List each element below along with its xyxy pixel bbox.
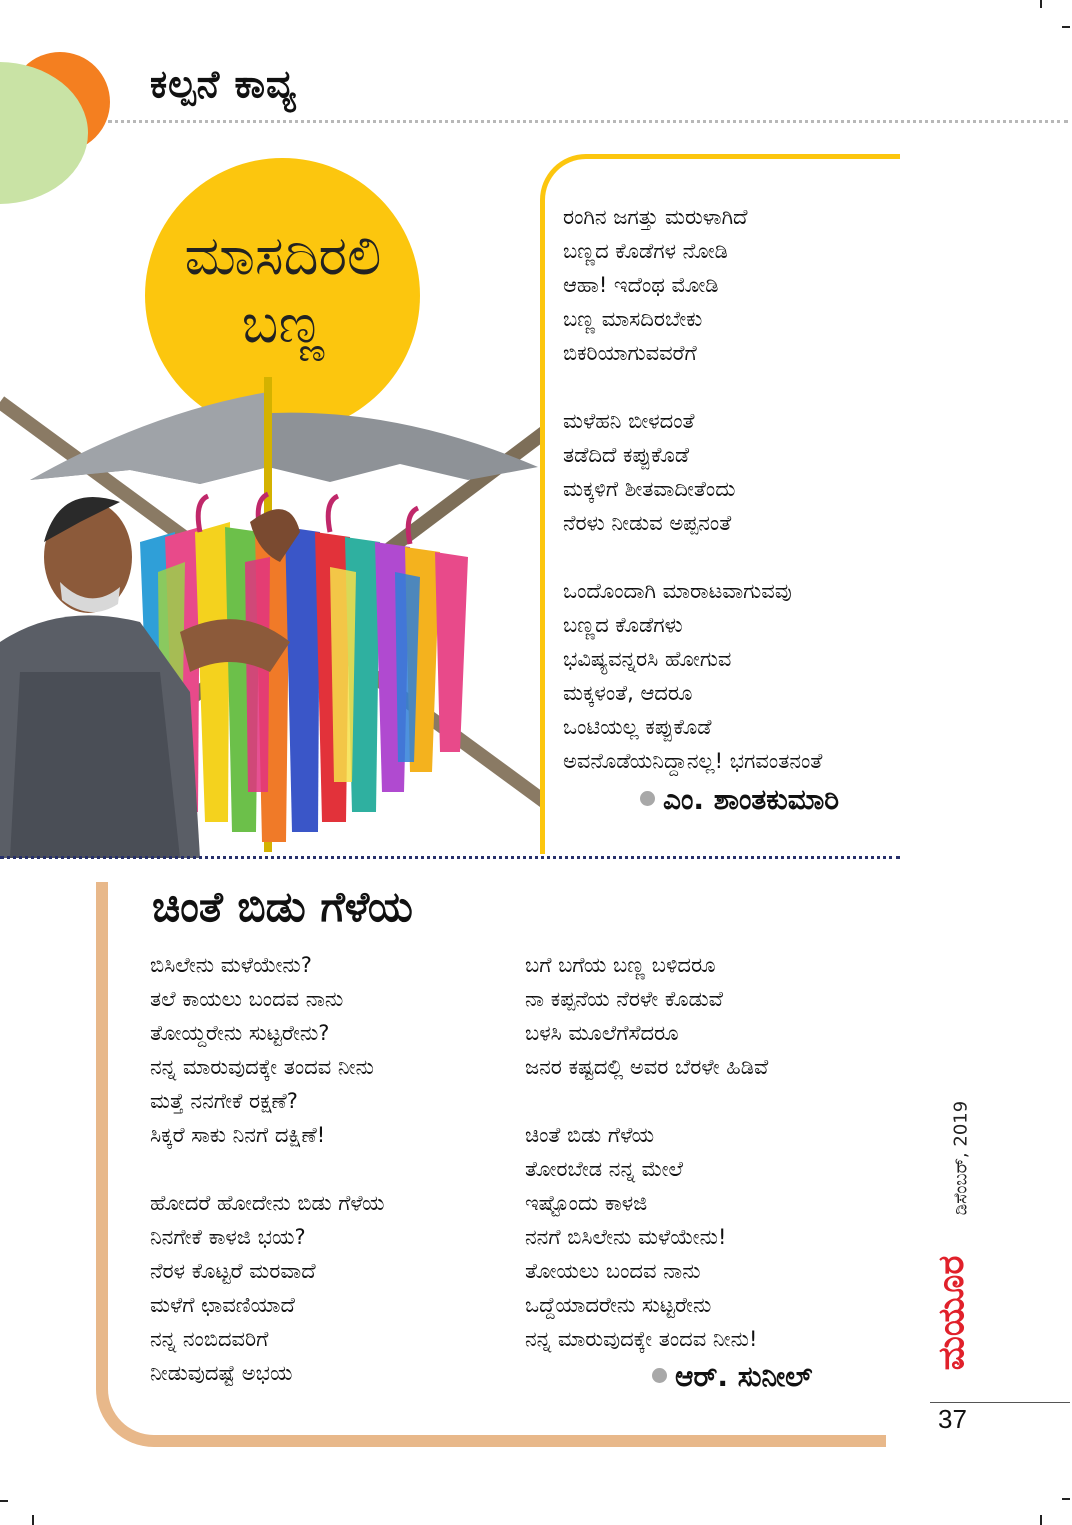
poem-line: ಬಗೆ ಬಗೆಯ ಬಣ್ಣ ಬಳಿದರೂ: [525, 953, 716, 977]
poem-line: ಬಣ್ಣ ಮಾಸದಿರಬೇಕು: [563, 307, 703, 331]
poem-line: ಮಳೆಹನಿ ಬೀಳದಂತೆ: [563, 409, 695, 433]
issue-date: [948, 1088, 974, 1228]
bullet-dot-icon: [640, 791, 655, 806]
poem2-stanza: [525, 1118, 885, 1356]
poem-line: ನೆರಳ ಕೊಟ್ಟರೆ ಮರವಾದೆ: [150, 1259, 316, 1283]
poem-line: ಭವಿಷ್ಯವನ್ನರಸಿ ಹೋಗುವ: [563, 647, 732, 671]
poem-line: ಮತ್ತೆ ನನಗೇಕೆ ರಕ್ಷಣೆ?: [150, 1089, 298, 1113]
poem1-stanza: [563, 574, 903, 778]
poem1-stanza: [563, 200, 903, 370]
poem2-stanza: [150, 1186, 510, 1390]
poem-line: ಇಷ್ಟೊಂದು ಕಾಳಜಿ: [525, 1191, 648, 1215]
poem2-column-left: [150, 948, 510, 1390]
poem1-stanza: [563, 404, 903, 540]
poem-line: ಬಿಸಿಲೇನು ಮಳೆಯೇನು?: [150, 953, 312, 977]
poem2-stanza: [525, 948, 885, 1084]
poem-line: ನನ್ನ ಮಾರುವುದಕ್ಕೇ ತಂದವ ನೀನು: [150, 1055, 374, 1079]
poem-line: ನೀಡುವುದಷ್ಟೆ ಅಭಯ: [150, 1361, 293, 1385]
poem-line: ನಾ ಕಪ್ಪನೆಯ ನೆರಳೇ ಕೊಡುವೆ: [525, 987, 723, 1011]
poem2-stanza: [150, 948, 510, 1152]
poem-line: ಚಿಂತೆ ಬಿಡು ಗೆಳೆಯ: [525, 1123, 655, 1147]
poem-line: ತೋಯ್ದರೇನು ಸುಟ್ಟರೇನು?: [150, 1021, 330, 1045]
crop-mark: [1062, 26, 1070, 28]
poem-line: ಬಿಕರಿಯಾಗುವವರೆಗೆ: [563, 341, 697, 365]
poem-line: ನನಗೆ ಬಿಸಿಲೇನು ಮಳೆಯೇನು!: [525, 1225, 727, 1249]
crop-mark: [1040, 1515, 1042, 1525]
poem-line: ಒಂಟಿಯಲ್ಲ ಕಪ್ಪುಕೊಡೆ: [563, 715, 712, 739]
poem2-author-name: ಆರ್. ಸುನೀಲ್: [675, 1360, 813, 1393]
crop-mark: [0, 1500, 8, 1502]
section-divider: [0, 856, 900, 859]
bullet-dot-icon: [652, 1368, 667, 1383]
poem2-author: [652, 1360, 812, 1394]
poem-line: ನನ್ನ ಮಾರುವುದಕ್ಕೇ ತಂದವ ನೀನು!: [525, 1327, 758, 1351]
poem-line: ಜನರ ಕಷ್ಟದಲ್ಲಿ ಅವರ ಬೆರಳೇ ಹಿಡಿವೆ: [525, 1055, 769, 1079]
poem-line: ನೆರಳು ನೀಡುವ ಅಪ್ಪನಂತೆ: [563, 511, 732, 535]
poem-line: ಬಳಸಿ ಮೂಲೆಗೆಸೆದರೂ: [525, 1021, 679, 1045]
poem-line: ಮಳೆಗೆ ಛಾವಣಿಯಾದೆ: [150, 1293, 295, 1317]
poem1-author-name: ಎಂ. ಶಾಂತಕುಮಾರಿ: [663, 783, 840, 816]
poem-line: ರಂಗಿನ ಜಗತ್ತು ಮರುಳಾಗಿದೆ: [563, 205, 748, 229]
poem-line: ಆಹಾ! ಇದೆಂಥ ಮೋಡಿ: [563, 273, 719, 297]
poem-line: ಅವನೊಡೆಯನಿದ್ದಾನಲ್ಲ! ಭಗವಂತನಂತೆ: [563, 749, 823, 773]
section-title: ಕಲ್ಪನೆ ಕಾವ್ಯ: [150, 62, 297, 106]
magazine-logo-text: ಮಯೂರ: [931, 1255, 972, 1371]
poem1-title-line: ಮಾಸದಿರಲಿ: [184, 224, 382, 287]
crop-mark: [32, 1515, 34, 1525]
poem-line: ಸಿಕ್ಕರೆ ಸಾಕು ನಿನಗೆ ದಕ್ಷಿಣೆ!: [150, 1123, 326, 1147]
poem-line: ಬಣ್ಣದ ಕೊಡೆಗಳ ನೋಡಿ: [563, 239, 728, 263]
poem-line: ತಲೆ ಕಾಯಲು ಬಂದವ ನಾನು: [150, 987, 344, 1011]
poem1-title-line: ಬಣ್ಣ: [241, 292, 325, 355]
poem1-body: [563, 200, 903, 778]
umbrella-seller-photo: [0, 372, 545, 858]
poem-line: ನಿನಗೇಕೆ ಕಾಳಜಿ ಭಯ?: [150, 1225, 306, 1249]
poem-line: ತೋಯಲು ಬಂದವ ನಾನು: [525, 1259, 701, 1283]
poem-line: ನನ್ನ ನಂಬಿದವರಿಗೆ: [150, 1327, 269, 1351]
page-number-rule: [930, 1402, 1070, 1403]
crop-mark: [1062, 1498, 1070, 1500]
poem1-author: [640, 783, 839, 817]
page-number: 37: [938, 1404, 967, 1434]
poem1-title: [148, 222, 418, 358]
poem-line: ಹೋದರೆ ಹೋದೇನು ಬಿಡು ಗೆಳೆಯ: [150, 1191, 385, 1215]
poem2-column-right: [525, 948, 885, 1356]
poem-line: ತೋರಬೇಡ ನನ್ನ ಮೇಲೆ: [525, 1157, 683, 1181]
issue-date-text: ಡಿಸೆಂಬರ್, 2019: [950, 1100, 972, 1216]
poem-line: ಒದ್ದೆಯಾದರೇನು ಸುಟ್ಟರೇನು: [525, 1293, 712, 1317]
poem-line: ಮಕ್ಕಳಂತೆ, ಆದರೂ: [563, 681, 693, 705]
crop-mark: [1040, 0, 1042, 8]
poem-line: ಮಕ್ಕಳಿಗೆ ಶೀತವಾದೀತೆಂದು: [563, 477, 736, 501]
poem-line: ಒಂದೊಂದಾಗಿ ಮಾರಾಟವಾಗುವವು: [563, 579, 792, 603]
header-divider: [108, 120, 1068, 123]
magazine-logo: [932, 1248, 972, 1378]
poem-line: ಬಣ್ಣದ ಕೊಡೆಗಳು: [563, 613, 683, 637]
poem-line: ತಡೆದಿದೆ ಕಪ್ಪುಕೊಡೆ: [563, 443, 690, 467]
poem2-title: ಚಿಂತೆ ಬಿಡು ಗೆಳೆಯ: [152, 882, 413, 931]
